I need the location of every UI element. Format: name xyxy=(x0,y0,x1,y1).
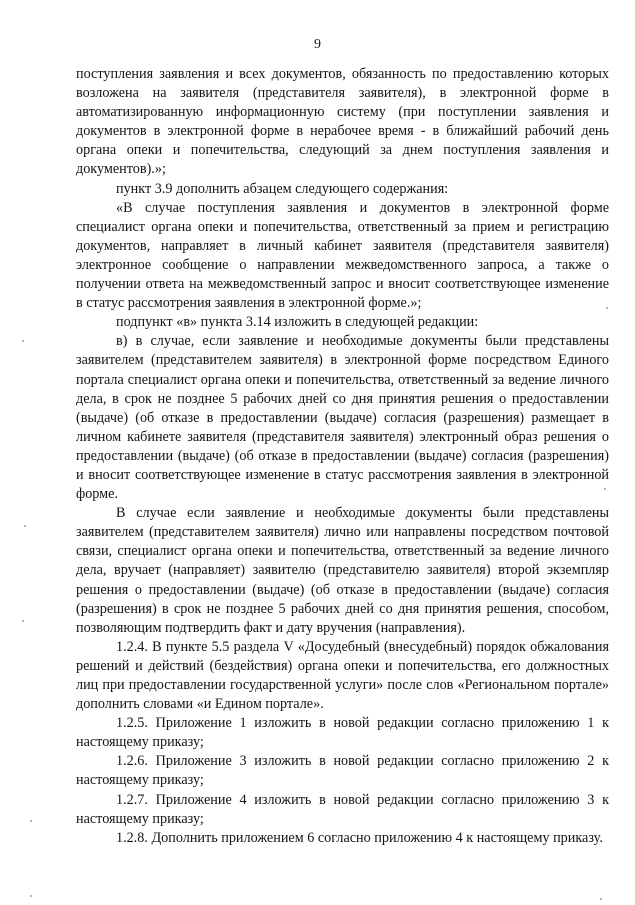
paragraph-item-3-9-intro: пункт 3.9 дополнить абзацем следующего содержания: xyxy=(116,180,449,197)
scan-speck xyxy=(604,488,606,490)
paragraph-subitem-v: в) в случае, если заявление и необходимые документы были представлены заявителем (представителем заявителя) в электронной форме посредством Единого портала специалист органа опеки и попечительства, ответственный за ведение личного дела, в срок не позднее 5 рабочих дней со дня принятия решения о предоставлении (выдаче) (об отказе в предоставлении (выдаче) согласия (разрешения) размещает в личном кабинете заявителя (представителя заявителя) электронный образ решения о предоставлении (выдаче) (об отказе в предоставлении (выдаче) согласия (разрешения) и вносит соответствующее изменение в статус рассмотрения заявления в электронной форме. xyxy=(76,333,609,503)
scan-speck xyxy=(600,898,602,900)
paragraph-1-2-6: 1.2.6. Приложение 3 изложить в новой редакции согласно приложению 2 к настоящему приказу; xyxy=(76,753,609,789)
paragraph-1-2-5: 1.2.5. Приложение 1 изложить в новой редакции согласно приложению 1 к настоящему приказу; xyxy=(76,715,609,751)
document-body xyxy=(76,65,609,848)
paragraph-item-3-14-intro: подпункт «в» пункта 3.14 изложить в следующей редакции: xyxy=(116,314,479,331)
paragraph-1-2-7: 1.2.7. Приложение 4 изложить в новой редакции согласно приложению 3 к настоящему приказу; xyxy=(76,791,609,827)
page-number: 9 xyxy=(314,37,321,52)
paragraph-item-3-9-quote: «В случае поступления заявления и документов в электронной форме специалист органа опеки и попечительства, ответственный за прием и регистрацию документов, направляет в личный кабинет заявителя (представителя заявителя) электронное сообщение о направлении межведомственного запроса, а также о получении ответа на межведомственный запрос и вносит соответствующее изменение в статус рассмотрения заявления в электронной форме.»; xyxy=(76,199,609,312)
scan-speck xyxy=(606,307,608,309)
paragraph-personal-delivery: В случае если заявление и необходимые документы были представлены заявителем (представителем заявителя) лично или направлены посредством почтовой связи, специалист органа опеки и попечительства, ответственный за ведение личного дела, вручает (направляет) заявителю (представителю заявителя) второй экземпляр решения о предоставлении (выдаче) (об отказе в предоставлении (выдаче) согласия (разрешения) в срок не позднее 5 рабочих дней со дня принятия решения, способом, позволяющим подтвердить факт и дату вручения (направления). xyxy=(76,505,609,636)
paragraph-1-2-4: 1.2.4. В пункте 5.5 раздела V «Досудебный (внесудебный) порядок обжалования решений и действий (бездействия) органа опеки и попечительства, его должностных лиц при предоставлении государственной услуги» после слов «Региональном портале» дополнить словами «и Едином портале». xyxy=(76,638,609,713)
paragraph-continuation: поступления заявления и всех документов, обязанность по предоставлению которых возложена на заявителя (представителя заявителя), в электронной форме в автоматизированную информационную систему (при поступлении заявления и документов в электронной форме в нерабочее время - в ближайший рабочий день органа опеки и попечительства, следующий за днем поступления заявления и документов).»; xyxy=(76,66,609,178)
paragraph-1-2-8: 1.2.8. Дополнить приложением 6 согласно приложению 4 к настоящему приказу. xyxy=(116,829,603,846)
scan-speck xyxy=(30,895,32,897)
scan-speck xyxy=(22,620,24,622)
scan-speck xyxy=(30,820,32,822)
scan-speck xyxy=(22,340,24,342)
scan-speck xyxy=(24,525,26,527)
